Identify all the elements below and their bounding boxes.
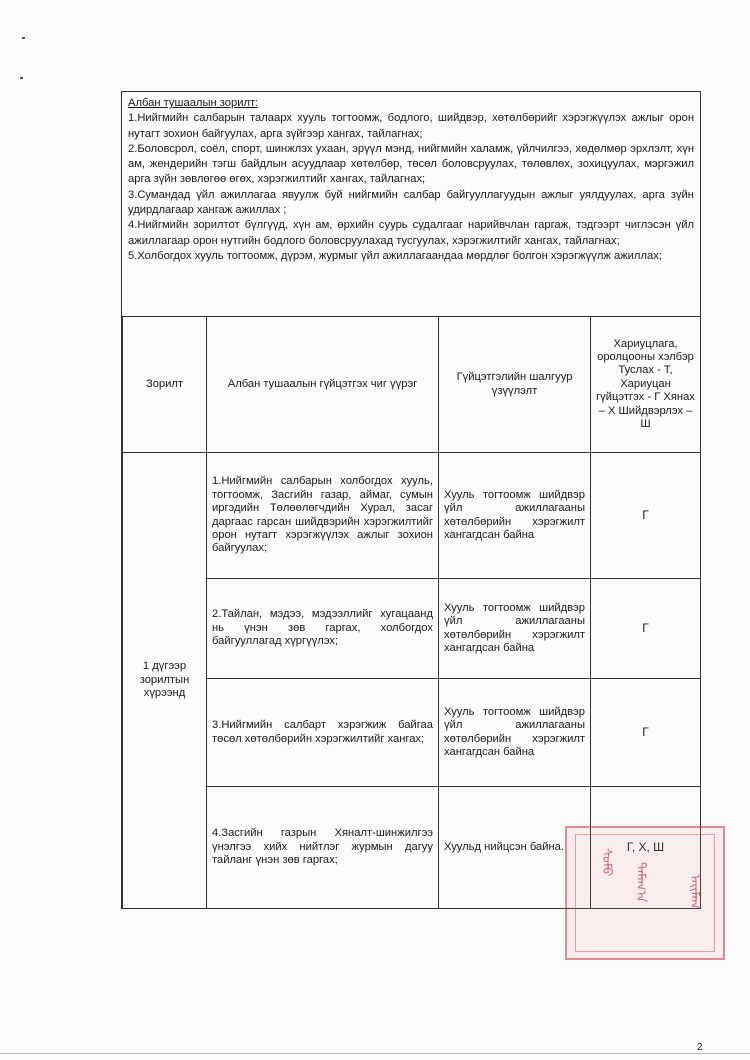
- task-cell: 4.Засгийн газрын Хяналт-шинжилгээ үнэлгээ хийх нийтлэг журмын дагуу тайланг үнэн зөв гаргах;: [207, 787, 439, 909]
- goal-item-4: 4.Нийгмийн зорилтот бүлгүүд, хүн ам, өрхийн суурь судалгааг нарийвчлан гаргаж, тэдгээрт чиглэсэн үйл ажиллагаар орон нутгийн бодлого боловсруулахад тусгуулах, хэрэгжилтийг хангах, тайлагнах;: [128, 219, 694, 247]
- table-header-row: [123, 317, 701, 453]
- goal-heading: Албан тушаалын зорилт:: [128, 97, 259, 109]
- goal-section: [122, 92, 700, 316]
- responsibility-cell: Г: [591, 579, 701, 679]
- criteria-cell: Хууль тогтоомж шийдвэр үйл ажиллагааны хөтөлбөрийн хэрэгжилт хангагдсан байна: [439, 579, 591, 679]
- table-row: [123, 679, 701, 787]
- header-criteria: Гүйцэтгэлийн шалгуур үзүүлэлт: [439, 317, 591, 453]
- responsibility-cell: Г: [591, 679, 701, 787]
- header-responsibility: Хариуцлага, оролцооны хэлбэр Туслах - Т, Хариуцан гүйцэтгэх - Г Хянах – Х Шийдвэрлэх – Ш: [591, 317, 701, 453]
- stamp-mongol-script: ᠰᠤᠮᠤ: [599, 848, 614, 877]
- page-number: 2: [697, 1042, 703, 1053]
- criteria-cell: Хууль тогтоомж шийдвэр үйл ажиллагааны хөтөлбөрийн хэрэгжилт хангагдсан байна: [439, 453, 591, 579]
- task-cell: 1.Нийгмийн салбарын холбогдох хууль, тогтоомж, Засгийн газар, аймаг, сумын иргэдийн Төлөөлөгчдийн Хурал, засаг даргаас гарсан шийдвэрийн хэрэгжилтийг орон нутагт хэрэгжүүлэх ажлыг зохион байгуулах;: [207, 453, 439, 579]
- job-description-frame: [121, 91, 701, 909]
- table-row: [123, 453, 701, 579]
- task-cell: 2.Тайлан, мэдээ, мэдээллийг хугацаанд нь үнэн зөв гаргах, холбогдох байгууллагад хүргүүлэх;: [207, 579, 439, 679]
- official-stamp: [565, 826, 725, 960]
- criteria-cell: Хууль тогтоомж шийдвэр үйл ажиллагааны хөтөлбөрийн хэрэгжилт хангагдсан байна: [439, 679, 591, 787]
- criteria-cell: Хуульд нийцсэн байна.: [439, 787, 591, 909]
- responsibility-cell: Г, Х, Ш: [591, 787, 701, 909]
- header-goal: Зорилт: [123, 317, 207, 453]
- table-row: [123, 579, 701, 679]
- page-bottom-rule: [0, 1053, 750, 1054]
- header-task: Албан тушаалын гүйцэтгэх чиг үүрэг: [207, 317, 439, 453]
- goal-item-5: 5.Холбогдох хууль тогтоомж, дүрэм, журмыг үйл ажиллагаандаа мөрдлөг болгон хэрэгжүүлж ажиллах;: [128, 249, 662, 262]
- goal-item-3: 3.Сумандад үйл ажиллагаа явуулж буй нийгмийн салбар байгууллагуудын ажлыг уялдуулах, арга зүйн удирдлагаар хангаж ажиллах ;: [128, 188, 694, 217]
- stamp-mongol-script: ᠠᠢᠮᠠᠭ: [687, 874, 702, 909]
- duties-table: [122, 316, 701, 909]
- stamp-mongol-script: ᠲᠠᠮᠠᠭ᠎ᠠ: [633, 862, 648, 903]
- goal-item-1: 1.Нийгмийн салбарын талаарх хууль тогтоомж, бодлого, шийдвэр, хөтөлбөрийг хэрэгжүүлэх ажлыг орон нутагт зохион байгуулах, арга зүйгээр хангах, тайлагнах;: [128, 112, 694, 140]
- responsibility-cell: Г: [591, 453, 701, 579]
- task-cell: 3.Нийгмийн салбарт хэрэгжиж байгаа төсөл хөтөлбөрийн хэрэгжилтийг хангах;: [207, 679, 439, 787]
- goal-item-2: 2.Боловсрол, соёл, спорт, шинжлэх ухаан, эрүүл мэнд, нийгмийн халамж, үйлчилгээ, хөдөлмөр эрхлэлт, хүн ам, жендерийн тэгш байдлын асуудлаар хөтөлбөр, төсөл боловсруулах, төлөвлөх, зохицуулах, мэргэжил арга зүйн зөвлөгөө өгөх, хэрэгжилтийг хангах, тайлагнах;: [128, 142, 694, 186]
- scan-speck: [22, 37, 25, 39]
- goal-label: 1 дүгээр зорилтын хүрээнд: [123, 453, 207, 909]
- scan-speck: [20, 77, 23, 79]
